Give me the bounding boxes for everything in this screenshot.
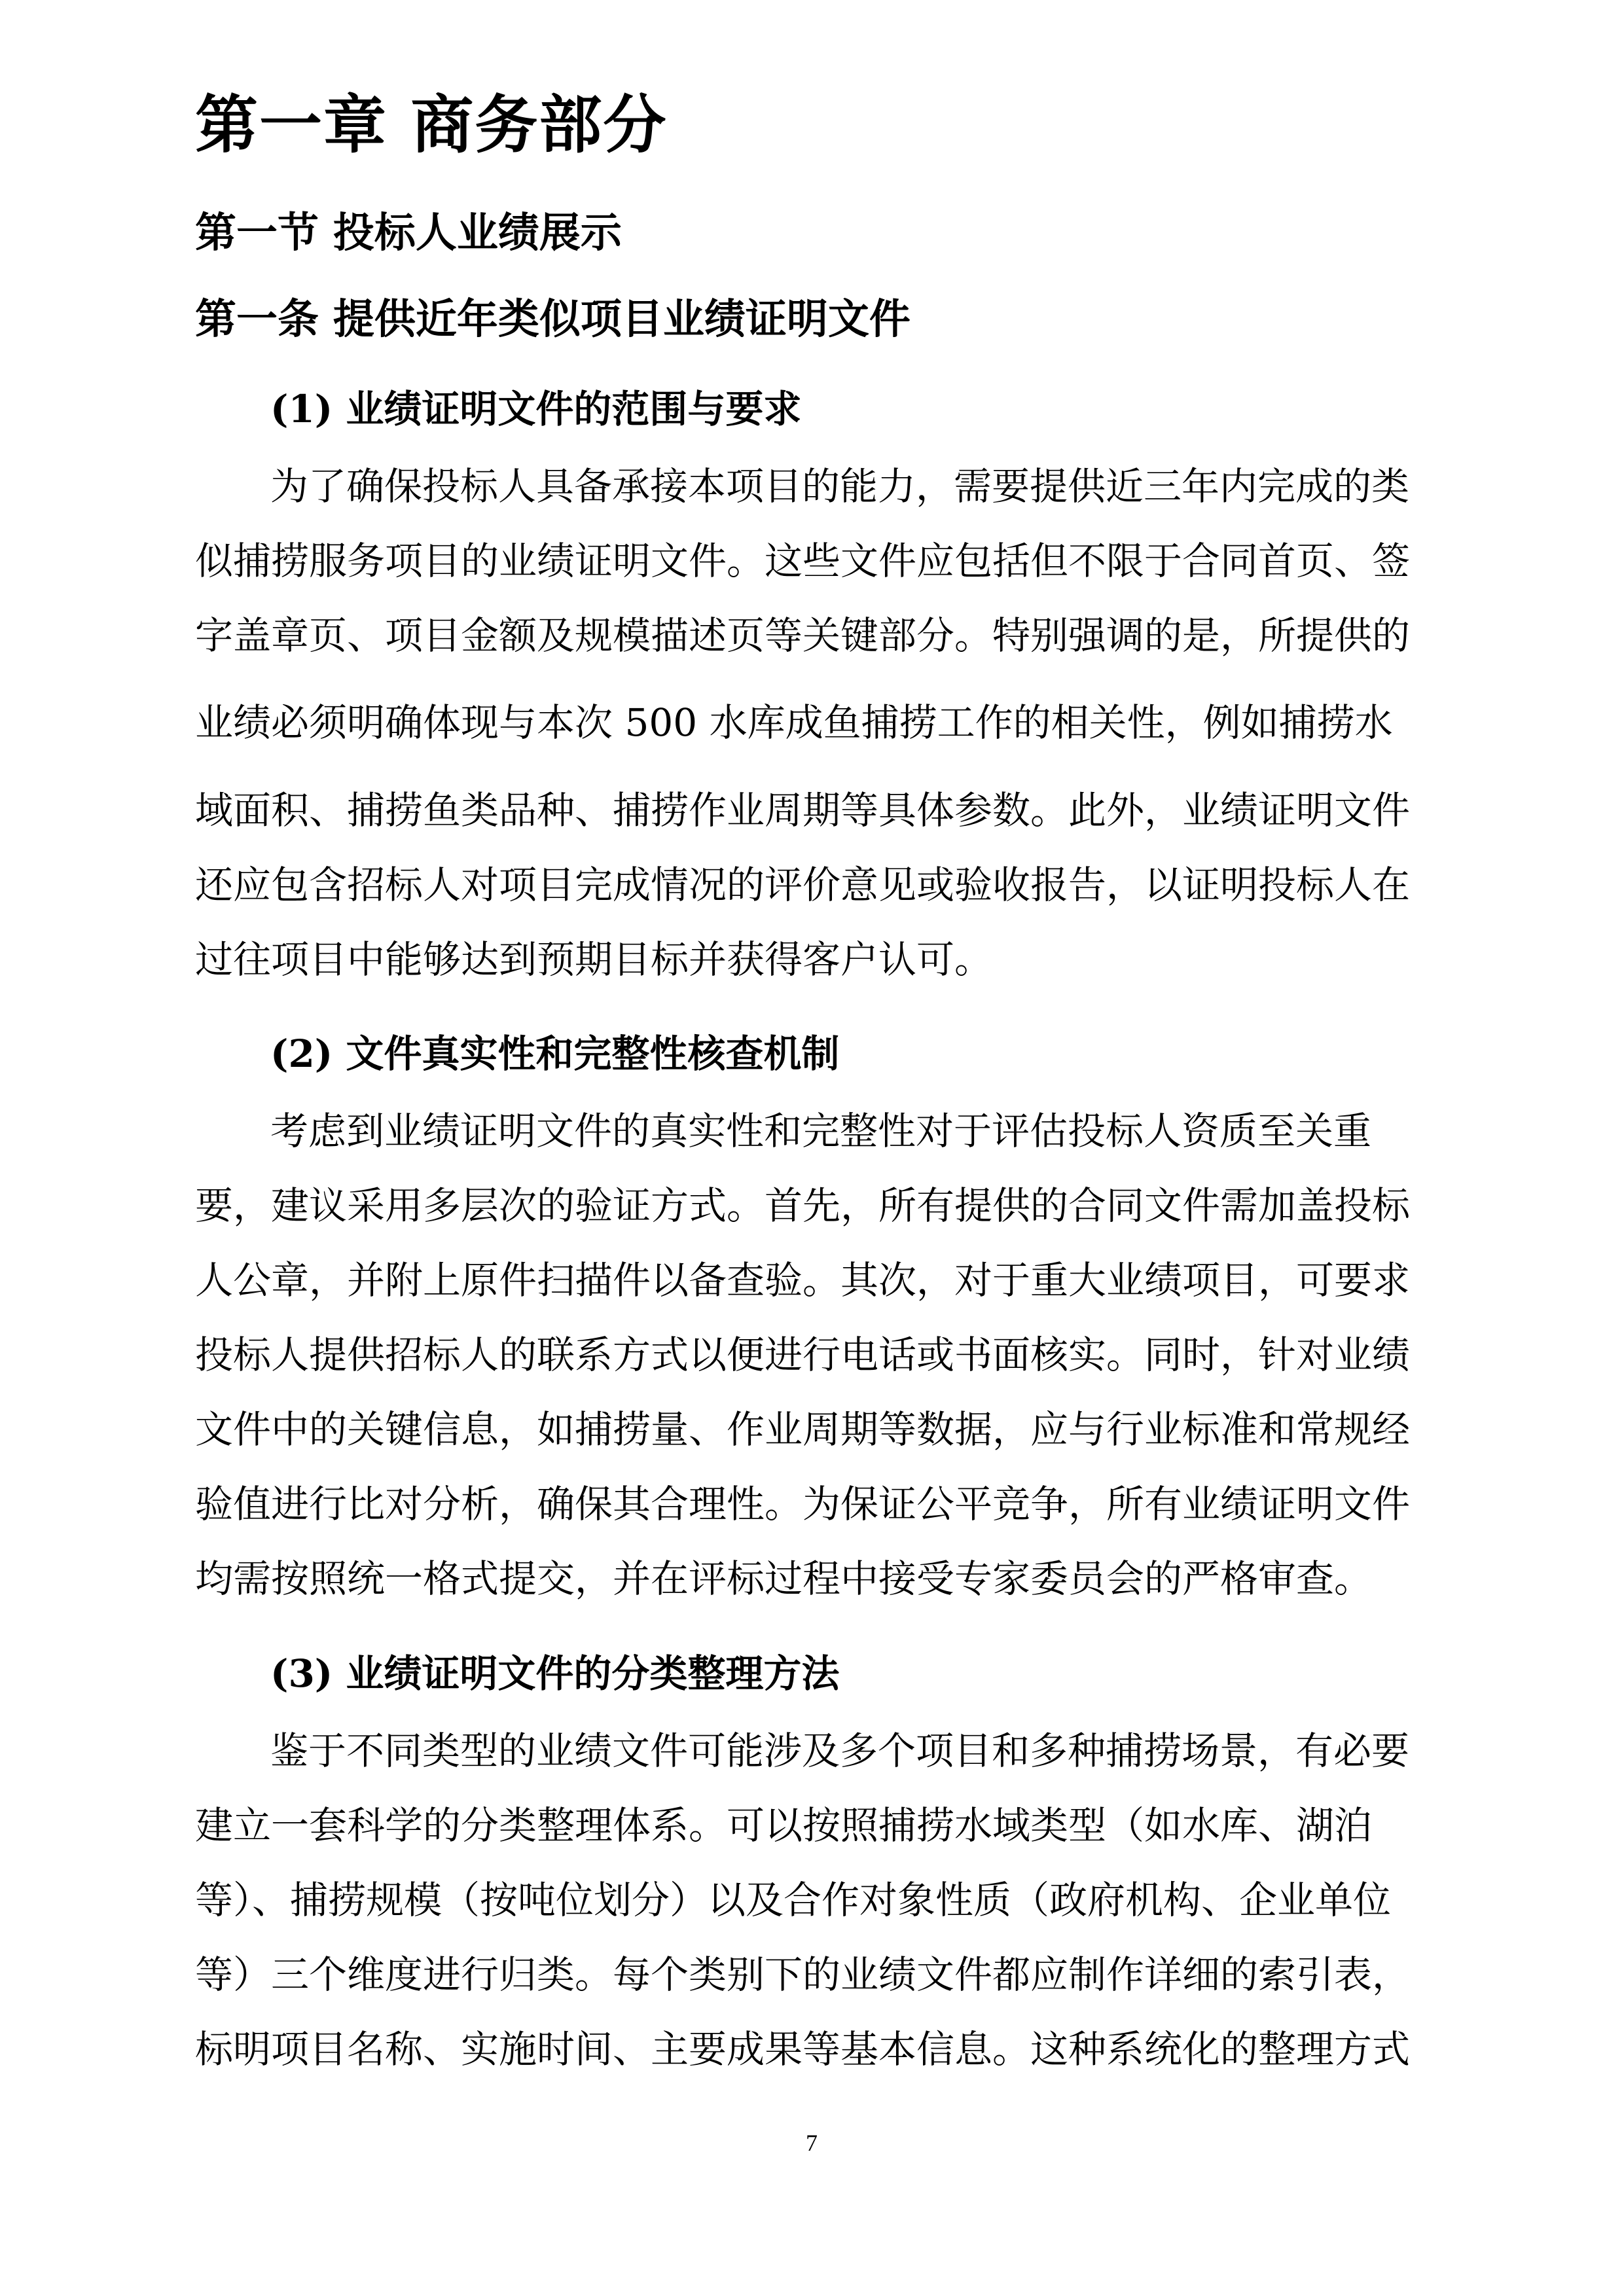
body-line: 人公章，并附上原件扫描件以备查验。其次，对于重大业绩项目，可要求: [195, 1258, 1411, 1302]
subsection-heading-2: (2) 文件真实性和完整性核查机制: [270, 1031, 840, 1076]
body-line: 还应包含招标人对项目完成情况的评价意见或验收报告，以证明投标人在: [195, 863, 1411, 907]
body-line: 均需按照统一格式提交，并在评标过程中接受专家委员会的严格审查。: [195, 1556, 1373, 1601]
body-line: 投标人提供招标人的联系方式以便进行电话或书面核实。同时，针对业绩: [195, 1333, 1411, 1377]
subsection-heading-1: (1) 业绩证明文件的范围与要求: [270, 387, 802, 431]
body-line: 过往项目中能够达到预期目标并获得客户认可。: [195, 937, 993, 982]
body-line: 似捕捞服务项目的业绩证明文件。这些文件应包括但不限于合同首页、签: [195, 539, 1411, 583]
page-number: 7: [806, 2130, 818, 2156]
body-line: 等）三个维度进行归类。每个类别下的业绩文件都应制作详细的索引表，: [195, 1952, 1411, 1997]
body-line: 要，建议采用多层次的验证方式。首先，所有提供的合同文件需加盖投标: [195, 1183, 1411, 1228]
body-line: 标明项目名称、实施时间、主要成果等基本信息。这种系统化的整理方式: [195, 2027, 1411, 2072]
body-line: 业绩必须明确体现与本次 500 水库成鱼捕捞工作的相关性，例如捕捞水: [195, 700, 1393, 745]
body-line: 考虑到业绩证明文件的真实性和完整性对于评估投标人资质至关重: [270, 1109, 1372, 1153]
article-title: 第一条 提供近年类似项目业绩证明文件: [195, 295, 911, 343]
subsection-heading-3: (3) 业绩证明文件的分类整理方法: [270, 1651, 840, 1696]
body-line: 字盖章页、项目金额及规模描述页等关键部分。特别强调的是，所提供的: [195, 613, 1411, 658]
body-line: 等）、捕捞规模（按吨位划分）以及合作对象性质（政府机构、企业单位: [195, 1878, 1392, 1922]
section-title: 第一节 投标人业绩展示: [195, 208, 622, 257]
chapter-title: 第一章 商务部分: [195, 88, 668, 162]
body-line: 域面积、捕捞鱼类品种、捕捞作业周期等具体参数。此外，业绩证明文件: [195, 788, 1411, 833]
body-line: 建立一套科学的分类整理体系。可以按照捕捞水域类型（如水库、湖泊: [195, 1803, 1373, 1848]
body-line: 为了确保投标人具备承接本项目的能力，需要提供近三年内完成的类: [270, 464, 1410, 509]
body-line: 文件中的关键信息，如捕捞量、作业周期等数据，应与行业标准和常规经: [195, 1407, 1411, 1452]
body-line: 验值进行比对分析，确保其合理性。为保证公平竞争，所有业绩证明文件: [195, 1482, 1411, 1526]
body-line: 鉴于不同类型的业绩文件可能涉及多个项目和多种捕捞场景，有必要: [270, 1729, 1410, 1773]
